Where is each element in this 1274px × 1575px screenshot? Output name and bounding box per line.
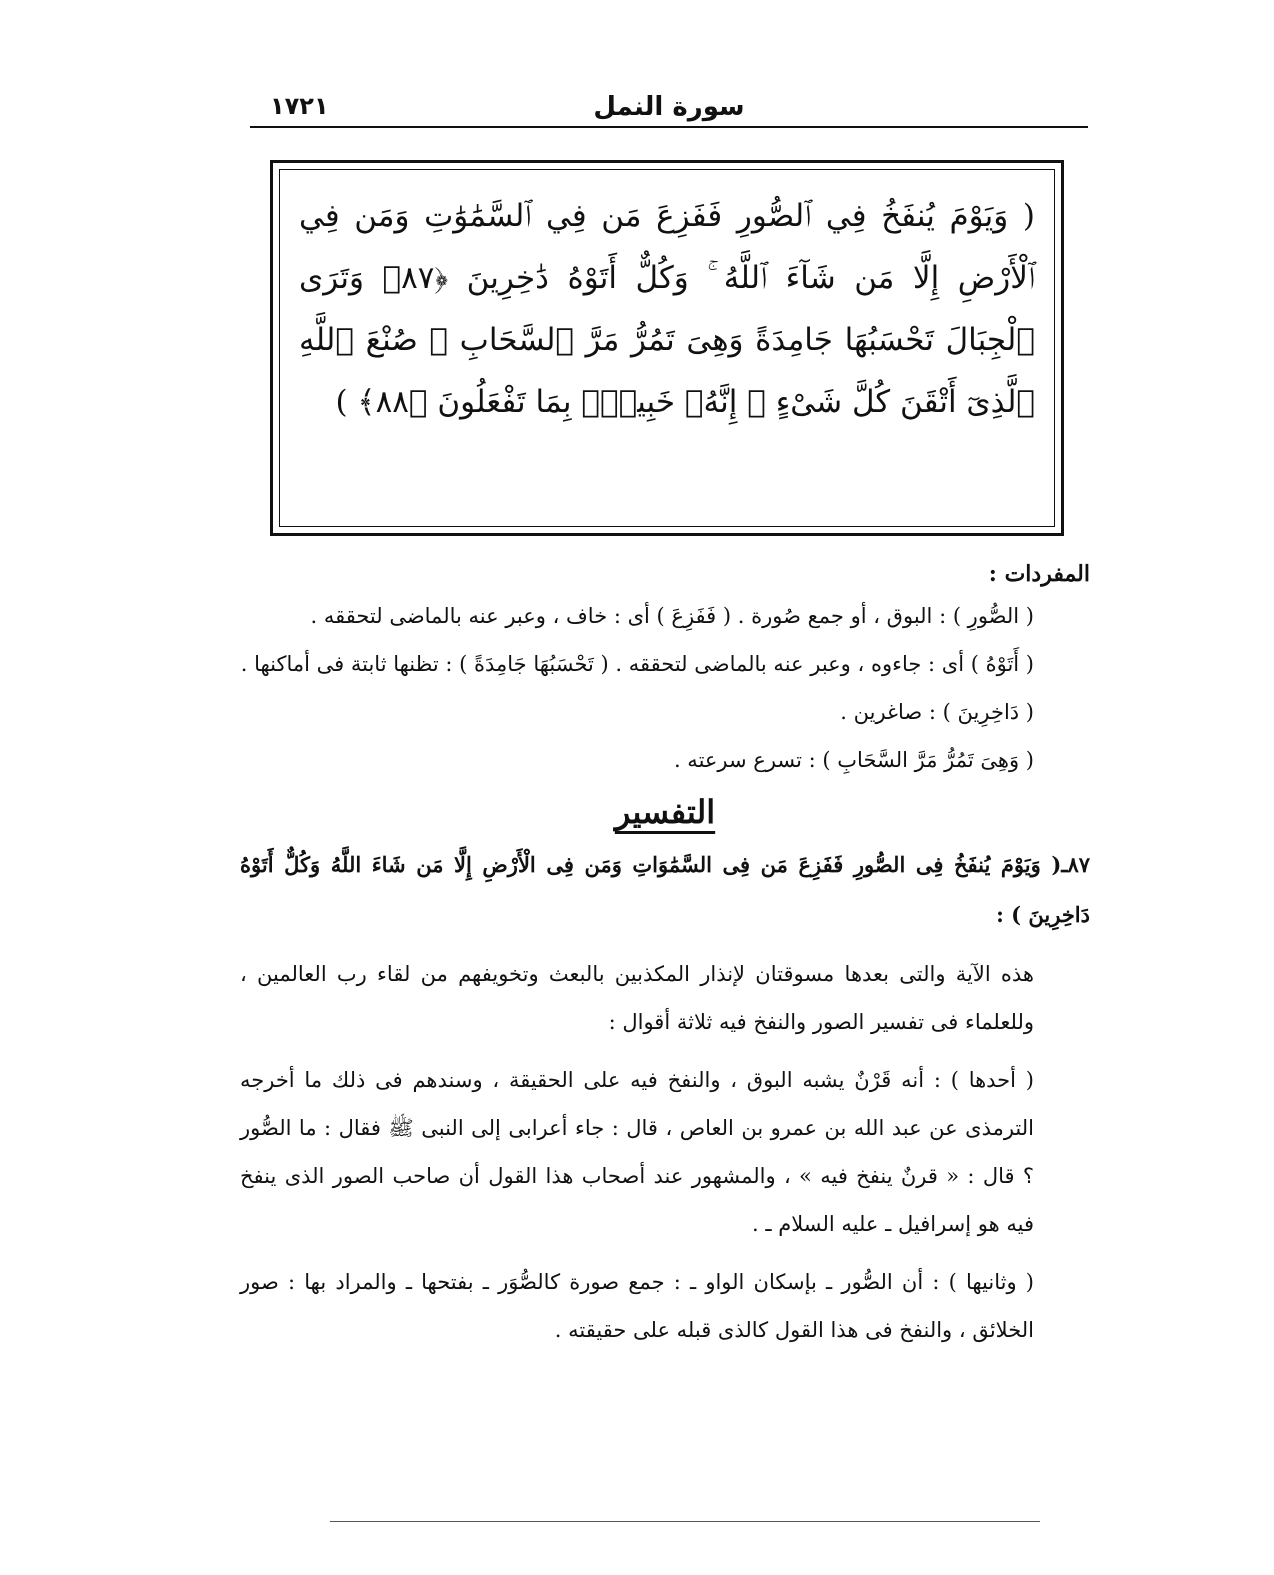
page-header [250, 88, 1088, 126]
vocabulary-line: ( الصُّورِ ) : البوق ، أو جمع صُورة . ( فَفَزِعَ ) أى : خاف ، وعبر عنه بالماضى لتحققه . [310, 604, 1034, 628]
tafsir-paragraph: ( وثانيها ) : أن الصُّور ـ بإسكان الواو ـ : جمع صورة كالصُّوَر ـ بفتحها ـ والمراد بها : صور الخلائق ، والنفخ فى هذا القول كالذى قبله على حقيقته . [240, 1270, 1034, 1342]
vocabulary-line: ( أَتَوْهُ ) أى : جاءوه ، وعبر عنه بالماضى لتحققه . ( تَحْسَبُهَا جَامِدَةً ) : تظنها ثابتة فى أماكنها . [240, 652, 1034, 676]
vocabulary-line: ( دَاخِرِينَ ) : صاغرين . [840, 700, 1034, 724]
commentary-body [240, 556, 1090, 1354]
tafsir-paragraph: ( أحدها ) : أنه قَرْنٌ يشبه البوق ، والنفخ فيه على الحقيقة ، وسندهم فى ذلك ما أخرجه الترمذى عن عبد الله بن عمرو بن العاص ، قال : جاء أعرابى إلى النبى ﷺ فقال : ما الصُّور ؟ قال : « قرنٌ ينفخ فيه » ، والمشهور عند أصحاب هذا القول أن صاحب الصور الذى ينفخ فيه هو إسرافيل ـ عليه السلام ـ . [240, 1068, 1034, 1236]
vocabulary-line: ( وَهِىَ تَمُرُّ مَرَّ السَّحَابِ ) : تسرع سرعته . [673, 748, 1034, 772]
page-number: ١٧٢١ [270, 92, 329, 120]
tafsir-verse-quote: ٨٧ـ( وَيَوْمَ يُنفَخُ فِى الصُّورِ فَفَزِعَ مَن فِى السَّمَٰوَاتِ وَمَن فِى الْأَرْضِ إِلَّا مَن شَاءَ اللَّهُ وَكُلٌّ أَتَوْهُ دَاخِرِينَ ) : [240, 852, 1090, 927]
tafsir-paragraph: هذه الآية والتى بعدها مسوقتان لإنذار المكذبين بالبعث وتخويفهم من لقاء رب العالمين ، وللعلماء فى تفسير الصور والنفخ فيه ثلاثة أقوال : [240, 962, 1034, 1034]
vocabulary-label: المفردات : [988, 561, 1090, 587]
surah-title: سورة النمل [593, 92, 745, 122]
quran-verse-text: ( وَيَوْمَ يُنفَخُ فِي ٱلصُّورِ فَفَزِعَ مَن فِي ٱلسَّمَٰوَٰتِ وَمَن فِي ٱلْأَرْضِ إِلَّا مَن شَآءَ ٱللَّهُ ۚ وَكُلٌّ أَتَوْهُ دَٰخِرِينَ ﴿٨٧﴾ وَتَرَى ٱلْجِبَالَ تَحْسَبُهَا جَامِدَةً وَهِىَ تَمُرُّ مَرَّ ٱلسَّحَابِ ۚ صُنْعَ ٱللَّهِ ٱلَّذِىٓ أَتْقَنَ كُلَّ شَىْءٍ ۚ إِنَّهُۥ خَبِيرٌۢ بِمَا تَفْعَلُونَ ﴿٨٨﴾ ) [299, 198, 1035, 420]
footer-divider [330, 1521, 1040, 1522]
quran-verse-frame [270, 160, 1064, 536]
tafsir-heading: التفسير [614, 793, 716, 831]
header-divider [250, 126, 1088, 128]
